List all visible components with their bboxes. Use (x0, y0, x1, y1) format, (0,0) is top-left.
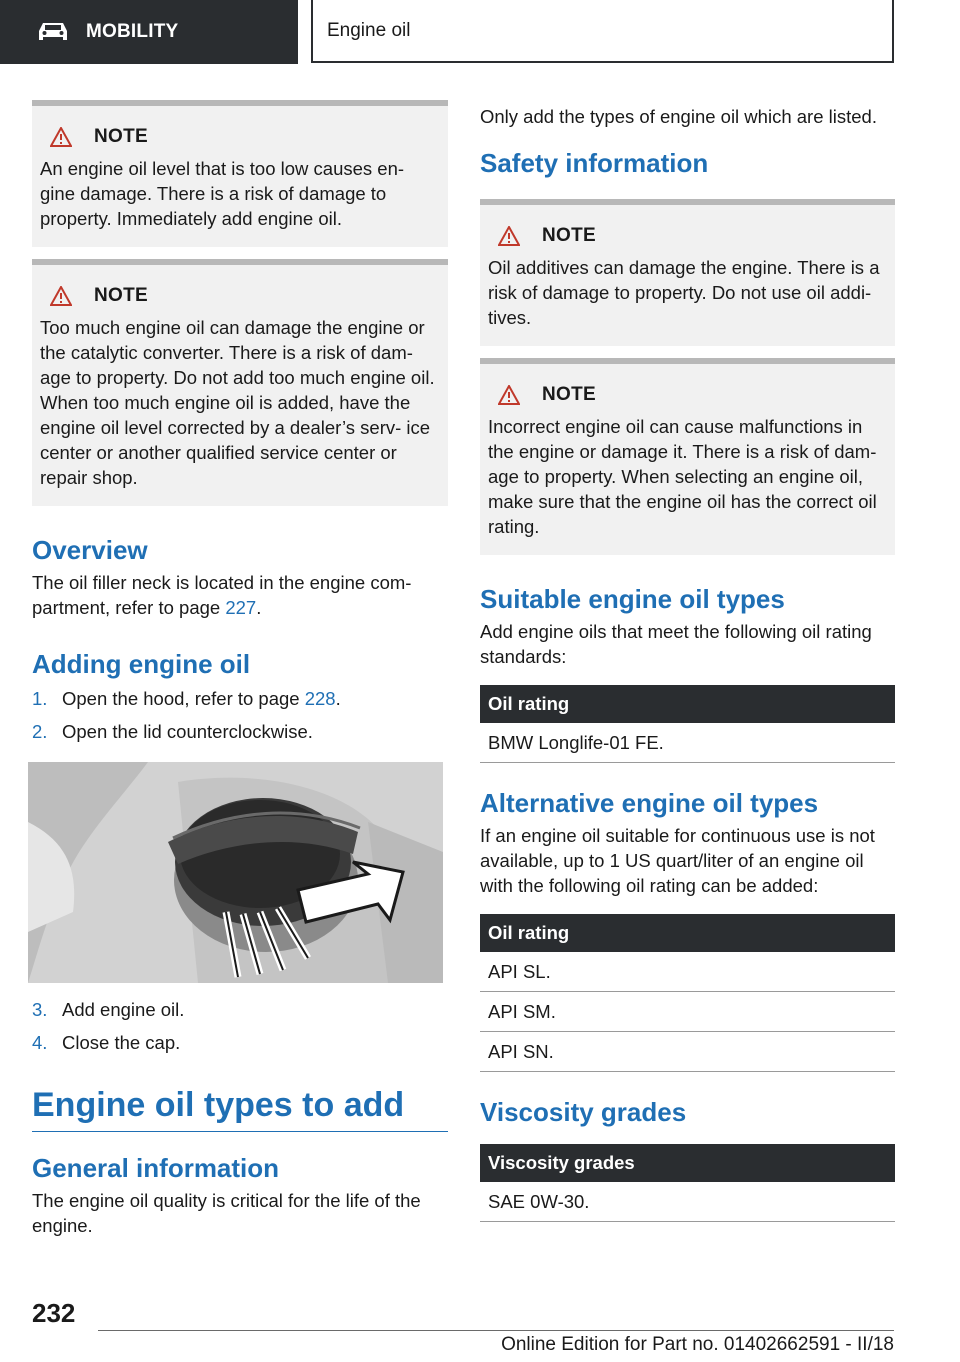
chapter-heading: Engine oil types to add (32, 1085, 448, 1132)
page-number: 232 (32, 1298, 76, 1328)
table-row: API SN. (480, 1032, 895, 1072)
suitable-oil-text: Add engine oils that meet the following oil rating standards: (480, 621, 872, 667)
table-header: Viscosity grades (480, 1144, 895, 1182)
note-box-incorrect-oil (480, 358, 895, 555)
overview-heading: Overview (32, 535, 148, 565)
warning-icon (50, 127, 72, 147)
table-header: Oil rating (480, 685, 895, 723)
warning-icon (50, 286, 72, 306)
left-column (32, 100, 448, 1238)
section-tab (0, 0, 298, 64)
note-box-too-much-oil (32, 259, 448, 506)
alternative-oil-heading: Alternative engine oil types (480, 788, 819, 818)
intro-text: Only add the types of engine oil which are listed. (480, 106, 877, 127)
general-info-heading: General information (32, 1153, 280, 1183)
steps-list-b (32, 997, 448, 1055)
page-link-227[interactable]: 227 (225, 597, 257, 618)
table-row: API SL. (480, 952, 895, 992)
safety-heading: Safety information (480, 148, 709, 178)
viscosity-heading: Viscosity grades (480, 1097, 687, 1127)
list-item: 4. Close the cap. (32, 1032, 181, 1053)
table-row: SAE 0W-30. (480, 1182, 895, 1222)
note-text: Oil additives can damage the engine. There is a risk of damage to property. Do not use oil addi- tives. (488, 257, 880, 328)
table-header: Oil rating (480, 914, 895, 952)
table-row: BMW Longlife-01 FE. (480, 723, 895, 763)
edition-text: Online Edition for Part no. 01402662591 - II/18 (501, 1334, 894, 1355)
footer-divider (98, 1330, 894, 1331)
page-link-228[interactable]: 228 (304, 688, 336, 709)
note-text: An engine oil level that is too low causes en- gine damage. There is a risk of damage to property. Immediately add engine oil. (40, 158, 405, 229)
note-label: NOTE (542, 225, 596, 246)
right-column (480, 104, 895, 1222)
viscosity-table (480, 1144, 895, 1222)
warning-icon (498, 385, 520, 405)
general-info-text: The engine oil quality is critical for the life of the engine. (32, 1190, 421, 1236)
chapter-title: Engine oil (311, 0, 894, 63)
adding-oil-heading: Adding engine oil (32, 649, 251, 679)
steps-list-a (32, 686, 448, 744)
section-label: MOBILITY (86, 21, 179, 42)
car-icon (36, 20, 70, 44)
note-box-additives (480, 199, 895, 346)
alternative-oil-text: If an engine oil suitable for continuous use is not available, up to 1 US quart/liter of an engine oil with the following oil rating can be added: (480, 825, 875, 896)
list-item: 2. Open the lid counterclockwise. (32, 721, 313, 742)
note-label: NOTE (94, 285, 148, 306)
warning-icon (498, 226, 520, 246)
suitable-oil-heading: Suitable engine oil types (480, 584, 785, 614)
note-box-low-oil (32, 100, 448, 247)
list-item: 1. Open the hood, refer to page 228. (32, 688, 341, 709)
note-text: Too much engine oil can damage the engine or the catalytic converter. There is a risk of dam- age to property. Do not add too much engine oil. When too much engine oil is added, have the engine oil level corrected by a dealer’s serv- ice center or another qualified service center or repair shop. (40, 317, 435, 488)
note-label: NOTE (542, 384, 596, 405)
oil-filler-cap-photo (28, 762, 443, 983)
overview-text: The oil filler neck is located in the engine com- partment, refer to page 227. (32, 572, 412, 618)
table-row: API SM. (480, 992, 895, 1032)
alternative-oil-table (480, 914, 895, 1072)
suitable-oil-table (480, 685, 895, 763)
list-item: 3. Add engine oil. (32, 999, 185, 1020)
note-label: NOTE (94, 126, 148, 147)
note-text: Incorrect engine oil can cause malfunctions in the engine or damage it. There is a risk of dam- age to property. When selecting an engine oil, make sure that the engine oil has the correct oil rating. (488, 416, 877, 537)
